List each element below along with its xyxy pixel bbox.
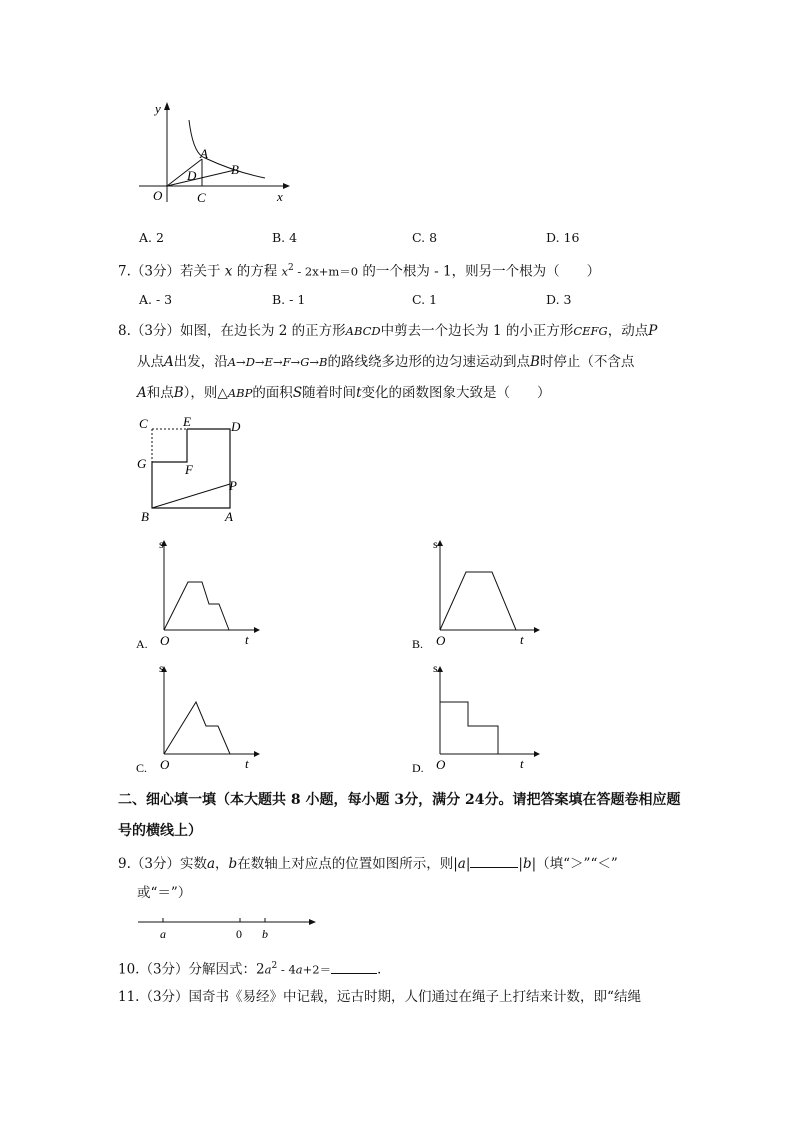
label-x: x xyxy=(277,189,283,204)
q10-sup: 2 xyxy=(271,961,278,971)
q10-text-c: +2＝ xyxy=(302,962,332,977)
graph-c-label: C. xyxy=(136,761,148,775)
label-e: E xyxy=(183,414,191,429)
q10-period: ． xyxy=(377,961,391,978)
q6-option-a: A. 2 xyxy=(139,230,164,245)
graph-b-y-arrow xyxy=(437,540,443,546)
label-b: B xyxy=(141,509,149,524)
graph-d-y-arrow xyxy=(437,666,443,672)
q7-option-b: B. - 1 xyxy=(272,292,306,307)
q7-option-c: C. 1 xyxy=(412,292,438,307)
q9-var-b: b xyxy=(228,856,238,872)
segment-bp xyxy=(152,484,230,508)
section-2-heading-line-1: 二、细心填一填（本大题共 8 小题，每小题 3分，满分 24分。请把答案填在答题卷相应题 xyxy=(118,792,681,808)
q8-abcd: ABCD xyxy=(345,324,381,338)
graph-b-s: s xyxy=(433,537,438,551)
label-a: A xyxy=(225,509,233,524)
q8-p: P xyxy=(648,323,658,339)
q8-t: t xyxy=(356,385,362,401)
graph-c-o: O xyxy=(160,757,170,772)
label-g: G xyxy=(137,456,147,471)
q8-text-3c: B xyxy=(173,385,184,401)
q8-line-3 xyxy=(137,384,551,402)
q7-var-x: x xyxy=(224,263,233,280)
q8-line-2 xyxy=(137,353,634,371)
q8-abp: ABP xyxy=(227,386,253,400)
label-p: P xyxy=(229,478,237,493)
q7-number: 7.（3分）若关于 xyxy=(118,263,221,280)
number-line-arrow xyxy=(309,919,316,925)
q8-text-3f: 随着时间 xyxy=(302,385,357,401)
y-axis-arrow xyxy=(164,102,170,110)
label-c: C xyxy=(197,190,206,205)
label-f: F xyxy=(185,462,193,477)
q9-text-a: 9.（3分）实数 xyxy=(118,856,207,872)
graph-d-x-arrow xyxy=(534,751,540,757)
graph-c-s: s xyxy=(159,661,164,675)
q8-text-3g: 变化的函数图象大致是（ ） xyxy=(361,385,551,401)
q9-comma: ， xyxy=(215,856,229,872)
graph-a-curve xyxy=(164,582,229,630)
q8-text-3e: 的面积 xyxy=(252,385,293,401)
q9-bar-1: | xyxy=(465,856,471,872)
q9-var-a: a xyxy=(206,856,216,872)
graph-a-s: s xyxy=(159,537,164,551)
q9-abs-a: a xyxy=(457,856,466,872)
q9-abs-b: b xyxy=(522,856,532,872)
q9-line-1 xyxy=(118,853,618,873)
q7-eq-x: x xyxy=(281,264,288,279)
q8-graph-d xyxy=(408,658,548,778)
label-b: b xyxy=(262,927,268,941)
label-0: 0 xyxy=(236,927,242,941)
label-d: D xyxy=(187,168,197,183)
q9-bar-2: | xyxy=(518,856,523,872)
q9-text-c: 在数轴上对应点的位置如图所示，则| xyxy=(237,856,458,872)
graph-a-label: A. xyxy=(136,637,148,651)
graph-b-o: O xyxy=(436,633,446,648)
q8-graph-a xyxy=(132,532,262,652)
q8-cefg: CEFG xyxy=(573,324,608,338)
q8-s: S xyxy=(292,385,303,401)
q8-text-3b: 和点 xyxy=(146,385,174,401)
graph-d-t: t xyxy=(520,756,524,771)
q7-question xyxy=(118,259,600,281)
q8-a: A xyxy=(164,354,174,370)
q8-text-2b: 出发，沿 xyxy=(173,354,228,370)
label-a: a xyxy=(160,927,166,941)
graph-c-curve xyxy=(164,702,230,754)
label-d: D xyxy=(231,419,241,434)
graph-a-t: t xyxy=(245,632,249,647)
q8-b: B xyxy=(529,354,540,370)
q10-text-b: - 4 xyxy=(277,962,296,977)
q7-eq-sup: 2 xyxy=(288,263,294,273)
graph-d-o: O xyxy=(436,757,446,772)
q8-text-3d: ），则△ xyxy=(183,385,228,401)
graph-a-x-arrow xyxy=(254,627,260,633)
graph-d-label: D. xyxy=(412,761,424,775)
q8-text-1a: 8.（3分）如图，在边长为 2 的正方形 xyxy=(118,323,346,339)
label-c: C xyxy=(139,416,148,431)
q8-square-figure xyxy=(135,412,250,524)
graph-c-t: t xyxy=(245,756,249,771)
graph-b-x-arrow xyxy=(534,627,540,633)
q9-text-h: |（填“＞”“＜” xyxy=(531,856,618,872)
q9-answer-blank[interactable] xyxy=(470,853,518,868)
q8-text-3a: A xyxy=(137,385,147,401)
q10-var-a1: a xyxy=(264,962,272,977)
q10-var-a2: a xyxy=(295,962,303,977)
q8-text-2a: 从点 xyxy=(137,354,164,370)
q7-eq-rest: - 2x+m＝0 xyxy=(293,264,359,279)
label-y: y xyxy=(155,101,161,116)
q10-answer-blank[interactable] xyxy=(331,959,377,974)
graph-b-label: B. xyxy=(412,637,424,651)
graph-d-s: s xyxy=(433,661,438,675)
q6-option-d: D. 16 xyxy=(546,230,580,245)
q8-path: A→D→E→F→G→B xyxy=(227,355,328,369)
section-2-heading-line-2: 号的横线上） xyxy=(118,823,202,839)
q6-figure xyxy=(135,98,295,208)
q8-text-2c: 的路线绕多边形的边匀速运动到点 xyxy=(327,354,530,370)
graph-b-curve xyxy=(440,572,516,630)
x-axis-arrow xyxy=(283,183,290,189)
q8-line-1 xyxy=(118,322,657,340)
graph-a-o: O xyxy=(160,633,170,648)
q8-text-1b: 中剪去一个边长为 1 的小正方形 xyxy=(380,323,574,339)
q8-graph-b xyxy=(408,532,548,652)
q11-question: 11.（3分）国奇书《易经》中记载，远古时期，人们通过在绳子上打结来计数，即“结绳 xyxy=(118,989,641,1005)
label-o: O xyxy=(153,188,163,203)
graph-b-t: t xyxy=(520,632,524,647)
q7-mid: 的方程 xyxy=(236,263,278,280)
q10-question xyxy=(118,957,391,979)
q8-text-1c: ，动点 xyxy=(607,323,649,339)
label-a: A xyxy=(200,146,208,161)
q9-line-2: 或“＝”） xyxy=(137,885,192,901)
q9-number-line xyxy=(135,912,325,944)
q6-option-c: C. 8 xyxy=(412,230,438,245)
graph-d-curve xyxy=(440,702,498,754)
q7-option-d: D. 3 xyxy=(546,292,572,307)
label-b: B xyxy=(231,162,239,177)
q6-option-b: B. 4 xyxy=(272,230,298,245)
q7-option-a: A. - 3 xyxy=(139,292,173,307)
q10-text-a: 10.（3分）分解因式：2 xyxy=(118,961,265,978)
q7-tail: 的一个根为 - 1，则另一个根为（ ） xyxy=(362,263,601,280)
q8-text-2d: 时停止（不含点 xyxy=(539,354,635,370)
q8-graph-c xyxy=(132,658,262,778)
graph-c-x-arrow xyxy=(254,751,260,757)
